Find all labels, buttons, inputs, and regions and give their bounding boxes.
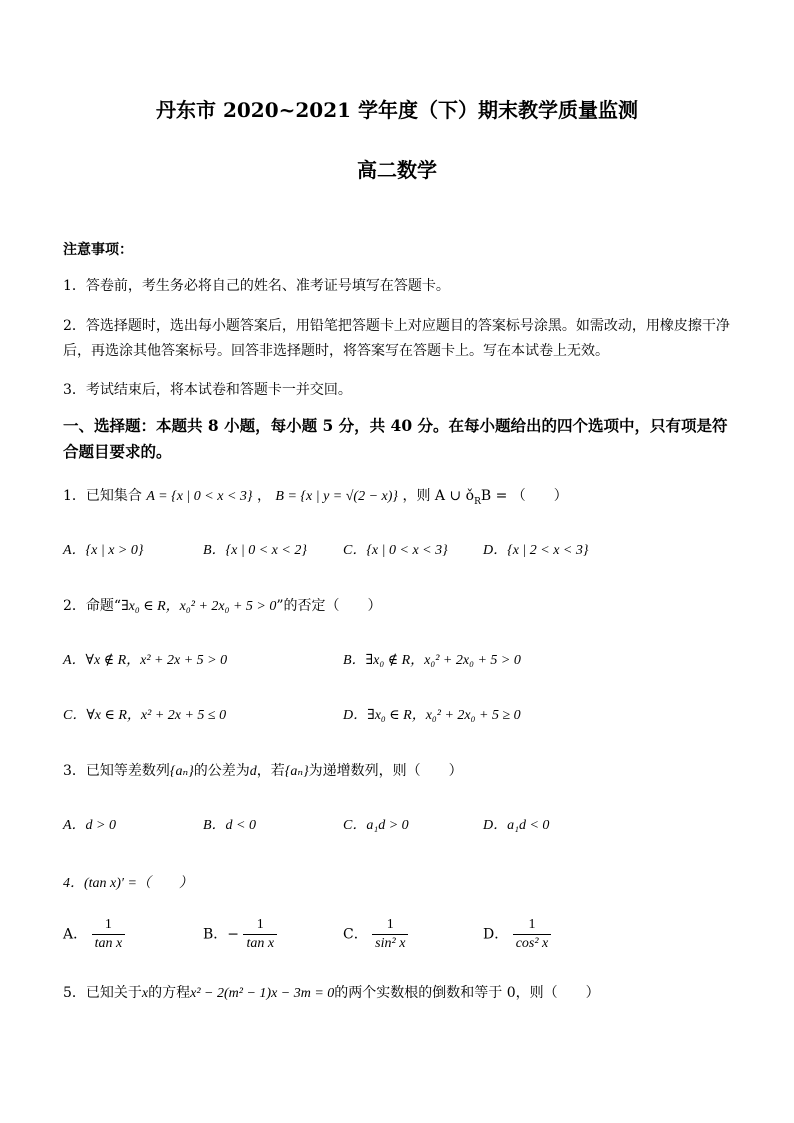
q3-text1: 3．已知等差数列 (63, 763, 170, 779)
note-item-3: 3．考试结束后，将本试卷和答题卡一并交回。 (63, 382, 352, 398)
q3-d: d (249, 764, 257, 779)
note-item-2: 2．答选择题时，选出每小题答案后，用铅笔把答题卡上对应题目的答案标号涂黑。如需改动，用橡皮擦干净 (63, 318, 730, 334)
q3-text2: 的公差为 (193, 763, 250, 779)
q4-option-c-fraction (372, 916, 408, 953)
q4-text: 4．(tan x)′ =（ ） (63, 876, 193, 891)
notes-heading: 注意事项： (63, 242, 133, 258)
q1-ask: ，则 A ∪ ǒ (402, 488, 475, 504)
q4-option-d-label: D． (483, 926, 509, 943)
fraction-numerator: 1 (243, 916, 277, 935)
q5-text1: 5．已知关于 (63, 985, 142, 1001)
q2-option-d: D．∃x₀ ∈ R，x₀² + 2x₀ + 5 ≥ 0 (343, 708, 521, 723)
page-title: 丹东市 2020~2021 学年度（下）期末教学质量监测 (155, 98, 638, 122)
note-item-1: 1．答卷前，考生务必将自己的姓名、准考证号填写在答题卡。 (63, 278, 450, 294)
section-heading-line1: 一、选择题：本题共 8 小题，每小题 5 分，共 40 分。在每小题给出的四个选项中，只有项是符 (63, 416, 728, 435)
q5-text3: 的两个实数根的倒数和等于 0，则（ ） (334, 985, 600, 1001)
q5-text2: 的方程 (148, 985, 191, 1001)
fraction-denominator: tan x (246, 936, 275, 951)
fraction-numerator: 1 (372, 916, 408, 935)
q4-option-c-label: C． (343, 926, 368, 943)
q4-option-b (203, 916, 277, 953)
q3-seq: {aₙ} (169, 764, 194, 779)
fraction-numerator: 1 (92, 916, 126, 935)
q2-prefix: 2．命题“ (63, 598, 122, 614)
q1-sub-r: R (474, 496, 481, 507)
page-subtitle: 高二数学 (357, 158, 437, 182)
section-heading-line2: 合题目要求的。 (63, 442, 172, 461)
q4-option-d-fraction (513, 916, 552, 953)
question-3 (63, 761, 463, 782)
fraction-numerator: 1 (513, 916, 552, 935)
q4-option-b-fraction (243, 916, 277, 953)
q2-option-c: C．∀x ∈ R，x² + 2x + 5 ≤ 0 (63, 708, 227, 723)
question-2 (63, 596, 382, 617)
q1-option-b: B．{x | 0 < x < 2} (203, 543, 307, 558)
q4-option-a (63, 916, 125, 953)
q3-text3: ，若 (256, 763, 285, 779)
question-5 (63, 983, 600, 1004)
q4-option-b-sign: − (227, 926, 240, 943)
question-4 (63, 873, 193, 894)
q1-ask-end: B = （ ） (480, 488, 568, 504)
q1-prefix: 1．已知集合 (63, 488, 142, 504)
q1-set-b: B = {x | y = √(2 − x)} (275, 489, 398, 504)
q1-set-a: A = {x | 0 < x < 3} (146, 489, 253, 504)
q5-x: x (141, 986, 149, 1001)
q3-option-d: D．a₁d < 0 (483, 818, 550, 833)
q1-option-d: D．{x | 2 < x < 3} (483, 543, 589, 558)
q2-expr: ∃x₀ ∈ R，x₀² + 2x₀ + 5 > 0 (121, 599, 277, 614)
q4-option-a-fraction (92, 916, 126, 953)
fraction-denominator: tan x (94, 936, 123, 951)
note-item-2-cont: 后，再选涂其他答案标号。回答非选择题时，将答案写在答题卡上。写在本试卷上无效。 (63, 343, 609, 359)
q4-option-a-label: A． (63, 926, 88, 943)
q1-option-c: C．{x | 0 < x < 3} (343, 543, 448, 558)
q3-option-a: A．d > 0 (63, 818, 116, 833)
q5-equation: x² − 2(m² − 1)x − 3m = 0 (190, 986, 335, 1001)
q4-option-c (343, 916, 408, 953)
q3-seq-2: {aₙ} (284, 764, 309, 779)
q3-option-c: C．a₁d > 0 (343, 818, 409, 833)
q3-option-b: B．d < 0 (203, 818, 256, 833)
fraction-denominator: sin² x (375, 936, 406, 951)
q2-option-b: B．∃x₀ ∉ R，x₀² + 2x₀ + 5 > 0 (343, 653, 521, 668)
question-1: 1．已知集合 A = {x | 0 < x < 3} ， B = {x | y = √(2 − x)} ，则 A ∪ $ǒ_RB$ = （ ） (63, 488, 568, 507)
q1-option-a: A．{x | x > 0} (63, 543, 144, 558)
q4-option-d (483, 916, 551, 953)
q2-option-a: A．∀x ∉ R，x² + 2x + 5 > 0 (63, 653, 228, 668)
q4-option-b-label: B． (203, 926, 228, 943)
q3-text4: 为递增数列，则（ ） (308, 763, 463, 779)
q2-suffix: ”的否定（ ） (276, 598, 382, 614)
fraction-denominator: cos² x (515, 936, 549, 951)
